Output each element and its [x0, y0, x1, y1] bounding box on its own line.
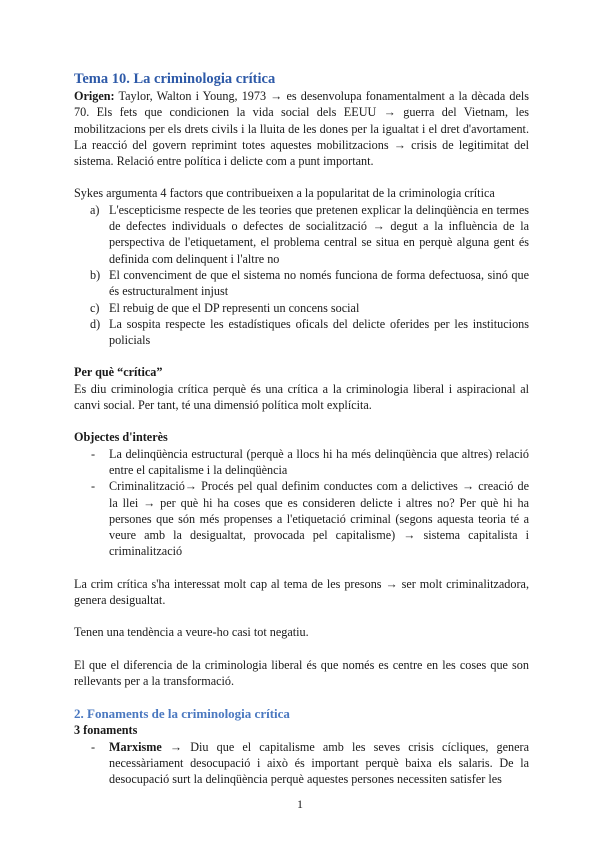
list-item-text: L'escepticisme respecte de les teories que pretenen explicar la delinqüència en termes de defectes individuals o defectes de socialització → degut a la influència de la perspectiva de l'etiquetament, el problema central se situa en perquè alguna gent és definida com delinquent i l'altre no — [109, 202, 529, 266]
document-page — [74, 70, 529, 787]
origen-label: Origen: — [74, 89, 115, 103]
objectes-list — [74, 446, 529, 560]
origen-text: Taylor, Walton i Young, 1973 → es desenvolupa fonamentalment a la dècada dels 70. Els fets que condicionen la vida social dels EEUU → guerra del Vietnam, les mobilitzacions per els drets civils i la lluita de les dones per la igualtat i el dret d'avortament. La reacció del govern reprimint totes aquestes mobilitzacions → crisis de legitimitat del sistema. Relació entre política i delicte com a punt important. — [74, 89, 529, 169]
list-marker: - — [91, 739, 96, 754]
list-item-text: El rebuig de que el DP representi un concens social — [109, 300, 360, 315]
list-item — [74, 478, 529, 559]
sykes-factors-list — [74, 202, 529, 349]
list-item — [74, 739, 529, 788]
list-marker: - — [91, 479, 96, 494]
list-marker: c) — [90, 300, 100, 315]
list-item — [74, 446, 529, 479]
objectes-heading — [74, 429, 529, 445]
list-item-text: La sospita respecte les estadístiques oficals del delicte oferides per les institucions policials — [109, 316, 529, 348]
list-marker: d) — [90, 316, 101, 331]
list-item — [74, 300, 529, 316]
objectes-heading-text: Objectes d'interès — [74, 430, 168, 445]
list-item — [74, 202, 529, 267]
list-item-bold: Marxisme — [109, 739, 162, 754]
fonaments-list — [74, 739, 529, 788]
list-item-text: La delinqüència estructural (perquè a llocs hi ha més delinqüència que altres) relació entre el capitalisme i la delinqüència — [109, 446, 529, 477]
sykes-intro: Sykes argumenta 4 factors que contribueixen a la popularitat de la criminologia crítica — [74, 186, 495, 201]
paragraph-negatiu: Tenen una tendència a veure-ho casi tot negatiu. — [74, 625, 309, 640]
page-number: 1 — [297, 797, 303, 811]
page-title: Tema 10. La criminologia crítica — [74, 71, 276, 87]
section-2-sub-text: 3 fonaments — [74, 723, 138, 738]
list-marker: - — [91, 446, 96, 461]
list-item-text: → Diu que el capitalisme amb les seves crisis cícliques, genera necessàriament desocupació i això és important perquè baixa els salaris. De la desocupació surt la delinqüència perquè aquestes persones necessiten satisfer les — [109, 739, 529, 787]
origen-paragraph — [74, 88, 529, 169]
per-que-heading-text: Per què “crítica” — [74, 365, 163, 380]
list-item-text: Criminalització→ Procés pel qual definim conductes com a delictives → creació de la llei → per què hi ha coses que es consideren delicte i altres no? Per què hi ha persones que són més propenses a l'etiquetació criminal (segons aquesta teoria té a veure amb la desigualtat, provocada pel capitalisme) → sistema capitalista i criminalització — [109, 479, 529, 559]
section-2-sub — [74, 722, 529, 738]
per-que-paragraph: Es diu criminologia crítica perquè és una crítica a la criminologia liberal i aspiracional al canvi social. Per tant, té una dimensió política molt explícita. — [74, 381, 529, 413]
list-item — [74, 316, 529, 349]
per-que-heading — [74, 364, 529, 380]
list-marker: b) — [90, 267, 101, 282]
list-item — [74, 267, 529, 300]
list-marker: a) — [90, 202, 100, 217]
paragraph-presons: La crim crítica s'ha interessat molt cap al tema de les presons → ser molt criminalitzadora, genera desigualtat. — [74, 576, 529, 608]
paragraph-diferencia: El que el diferencia de la criminologia liberal és que només es centre en les coses que son rellevants per a la transformació. — [74, 657, 529, 688]
list-item-text: El convenciment de que el sistema no només funciona de forma defectuosa, sinó que és estructuralment injust — [109, 267, 529, 299]
section-2-heading: 2. Fonaments de la criminologia crítica — [74, 706, 290, 722]
